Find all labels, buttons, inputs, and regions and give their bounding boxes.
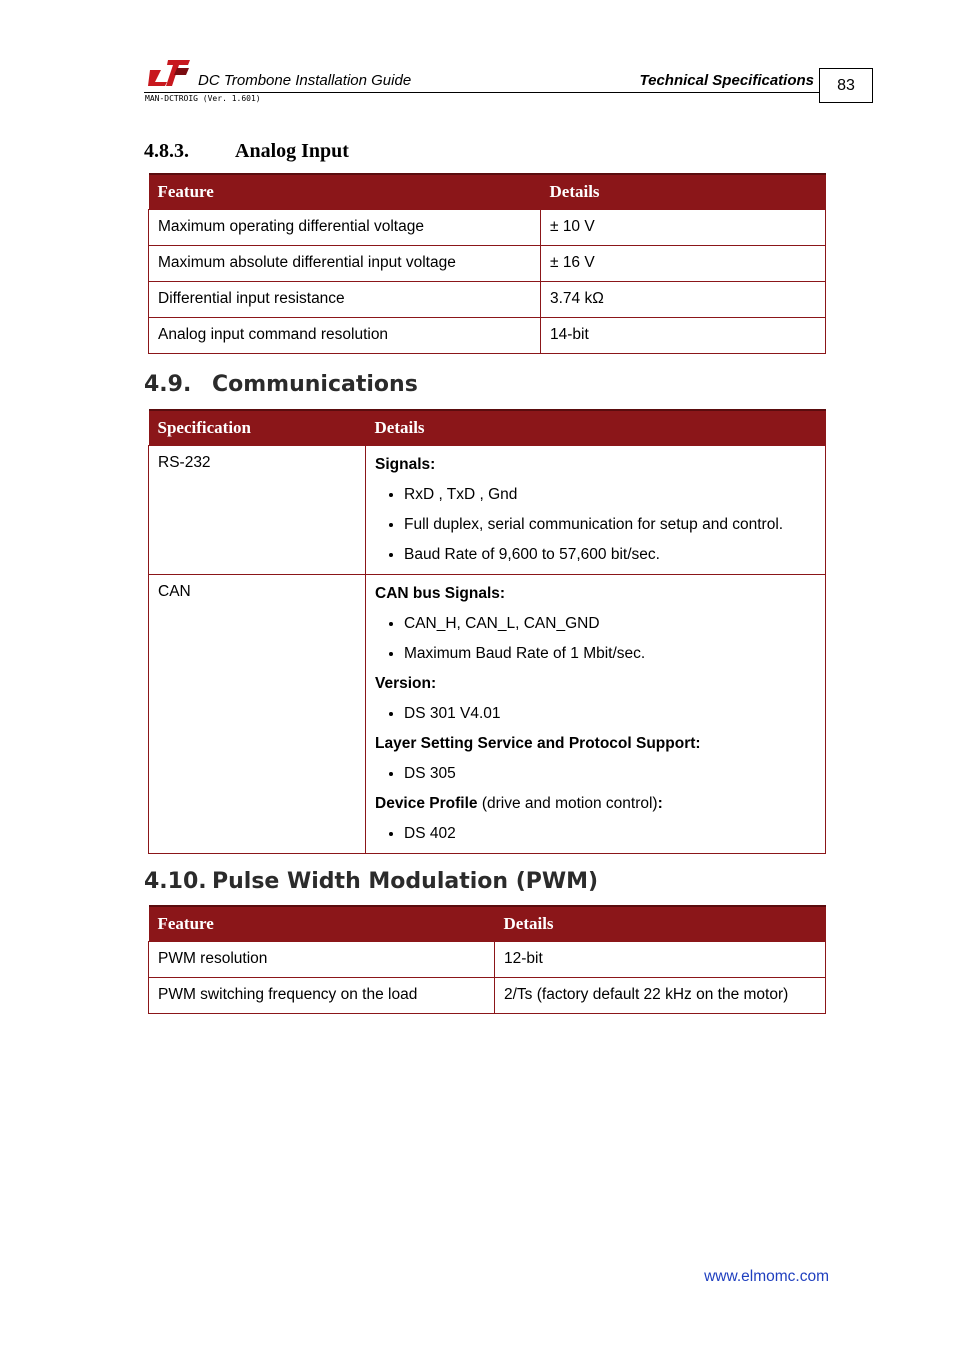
table-header-row: [149, 410, 826, 445]
table-row: [149, 317, 826, 353]
table-row: [149, 941, 826, 977]
list-item: • Maximum Baud Rate of 1 Mbit/sec.: [404, 643, 825, 665]
table-row: [149, 977, 826, 1013]
table-row-rs232: [149, 445, 826, 574]
profile-heading: Device Profile: [375, 794, 478, 812]
heading-number: 4.9.: [144, 372, 192, 397]
table-row: [149, 209, 826, 245]
list-item: • Baud Rate of 9,600 to 57,600 bit/sec.: [404, 544, 825, 566]
spec-cell: RS-232: [149, 445, 366, 574]
footer-link[interactable]: www.elmomc.com: [704, 1268, 829, 1285]
header-rule: [144, 92, 820, 93]
analog-input-table: [148, 173, 826, 354]
list-item: • DS 402: [404, 823, 825, 845]
heading-text: Analog Input: [235, 140, 349, 162]
feature-cell: PWM switching frequency on the load: [149, 977, 495, 1013]
table-header-row: [149, 906, 826, 941]
layer-list: [375, 763, 825, 785]
communications-table: [148, 409, 826, 854]
signals-list: [375, 484, 825, 566]
signals-heading: Signals:: [375, 455, 436, 473]
list-item: • Full duplex, serial communication for setup and control.: [404, 514, 825, 536]
list-item: • DS 301 V4.01: [404, 703, 825, 725]
column-header: Details: [495, 906, 826, 941]
heading-pwm: [144, 869, 598, 894]
version-heading: Version:: [375, 674, 437, 692]
details-cell: ± 16 V: [541, 245, 826, 281]
profile-note: (drive and motion control): [477, 794, 658, 812]
version-list: [375, 703, 825, 725]
can-signals-list: [375, 613, 825, 665]
section-title: Technical Specifications: [639, 72, 814, 89]
heading-number: 4.10.: [144, 869, 207, 894]
spec-cell: CAN: [149, 574, 366, 853]
doc-title: DC Trombone Installation Guide: [198, 72, 412, 89]
table-header-row: [149, 174, 826, 209]
feature-cell: Maximum operating differential voltage: [149, 209, 541, 245]
page-number: 83: [819, 68, 873, 103]
profile-colon: :: [657, 794, 663, 812]
heading-number: 4.8.3.: [144, 140, 189, 162]
feature-cell: Maximum absolute differential input voltage: [149, 245, 541, 281]
column-header: Feature: [149, 174, 541, 209]
column-header: Details: [366, 410, 826, 445]
column-header: Feature: [149, 906, 495, 941]
details-cell: ± 10 V: [541, 209, 826, 245]
column-header: Details: [541, 174, 826, 209]
details-cell: [366, 445, 826, 574]
doc-version: MAN-DCTROIG (Ver. 1.601): [145, 94, 261, 103]
feature-cell: Analog input command resolution: [149, 317, 541, 353]
details-cell: 2/Ts (factory default 22 kHz on the motor): [495, 977, 826, 1013]
heading-communications: [144, 372, 418, 397]
heading-text: Communications: [212, 372, 418, 397]
list-item: • DS 305: [404, 763, 825, 785]
can-signals-heading: CAN bus Signals:: [375, 584, 506, 602]
details-cell: [366, 574, 826, 853]
table-row-can: [149, 574, 826, 853]
heading-text: Pulse Width Modulation (PWM): [212, 869, 599, 894]
list-item: • RxD , TxD , Gnd: [404, 484, 825, 506]
table-row: [149, 281, 826, 317]
column-header: Specification: [149, 410, 366, 445]
elmo-logo: [148, 58, 190, 88]
pwm-table: [148, 905, 826, 1014]
profile-list: [375, 823, 825, 845]
table-row: [149, 245, 826, 281]
details-cell: 14-bit: [541, 317, 826, 353]
feature-cell: PWM resolution: [149, 941, 495, 977]
heading-analog-input: [144, 140, 349, 163]
layer-heading: Layer Setting Service and Protocol Support:: [375, 734, 701, 752]
details-cell: 3.74 kΩ: [541, 281, 826, 317]
details-cell: 12-bit: [495, 941, 826, 977]
feature-cell: Differential input resistance: [149, 281, 541, 317]
list-item: • CAN_H, CAN_L, CAN_GND: [404, 613, 825, 635]
